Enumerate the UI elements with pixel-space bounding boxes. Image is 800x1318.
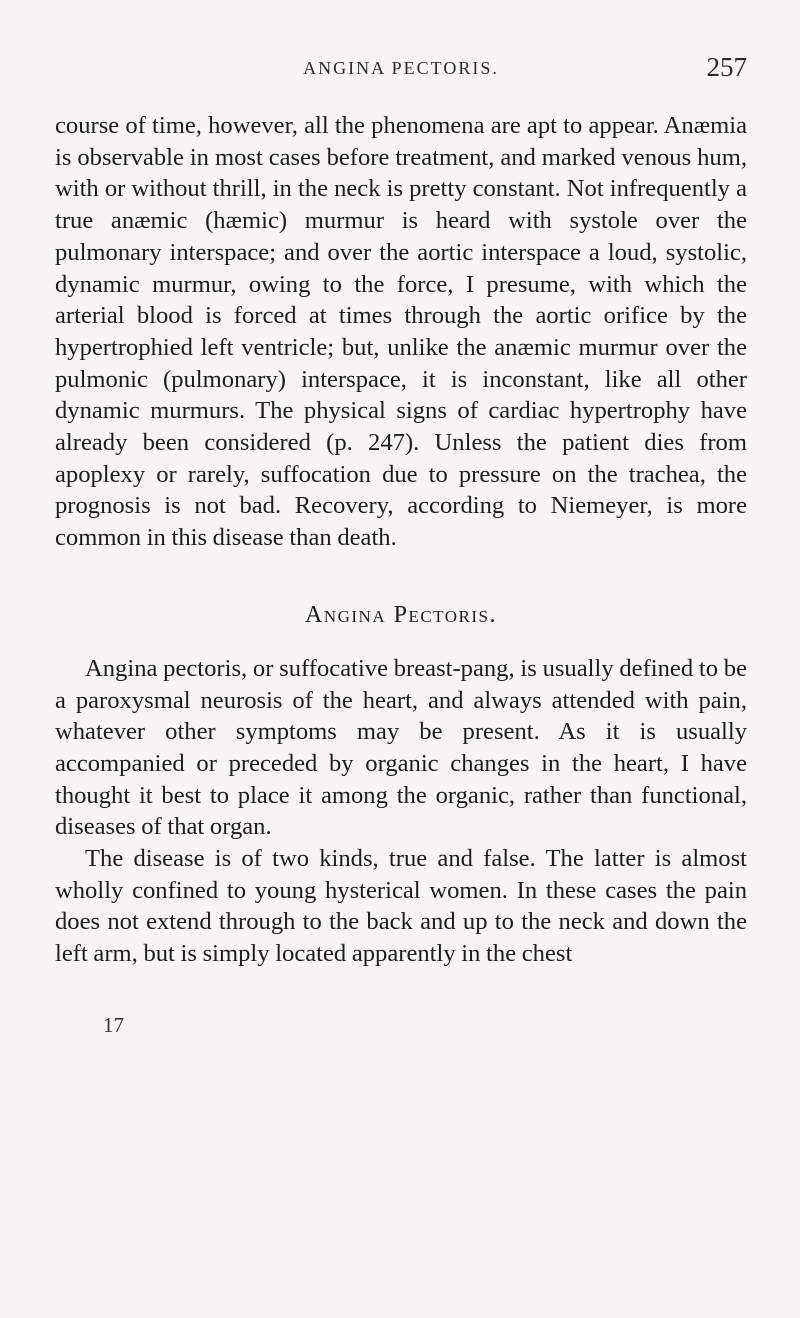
running-head: [55, 52, 747, 88]
signature-mark: 17: [103, 1013, 124, 1037]
text-block: [55, 110, 747, 970]
section-heading: Angina Pectoris.: [305, 601, 497, 628]
running-title: ANGINA PECTORIS.: [303, 58, 499, 78]
page-number: 257: [706, 52, 747, 82]
paragraph-definition: Angina pectoris, or suffocative breast-pang, is usually defined to be a paroxysmal neurosis of the heart, and always attended with pain, whatever other symptoms may be present. As it is usually accompanied or preceded by organic changes in the heart, I have thought it best to place it among the organic, rather than functional, diseases of that organ.: [55, 654, 747, 841]
paragraph-kinds: The disease is of two kinds, true and false. The latter is almost wholly confined to young hysterical women. In these cases the pain does not extend through to the back and up to the neck and down the left arm, but is simply located apparently in the chest: [55, 845, 747, 968]
paragraph-continued: course of time, however, all the phenomena are apt to appear. Anæmia is observable in most cases before treatment, and marked venous hum, with or without thrill, in the neck is pretty constant. Not infrequently a true anæmic (hæmic) murmur is heard with systole over the pulmonary interspace; and over the aortic interspace a loud, systolic, dynamic murmur, owing to the force, I presume, with which the arterial blood is forced at times through the aortic orifice by the hypertrophied left ventricle; but, unlike the anæmic murmur over the pulmonic (pulmonary) interspace, it is inconstant, like all other dynamic murmurs. The physical signs of cardiac hypertrophy have already been considered (p. 247). Unless the patient dies from apoplexy or rarely, suffocation due to pressure on the trachea, the prognosis is not bad. Recovery, according to Niemeyer, is more common in this disease than death.: [55, 112, 747, 552]
